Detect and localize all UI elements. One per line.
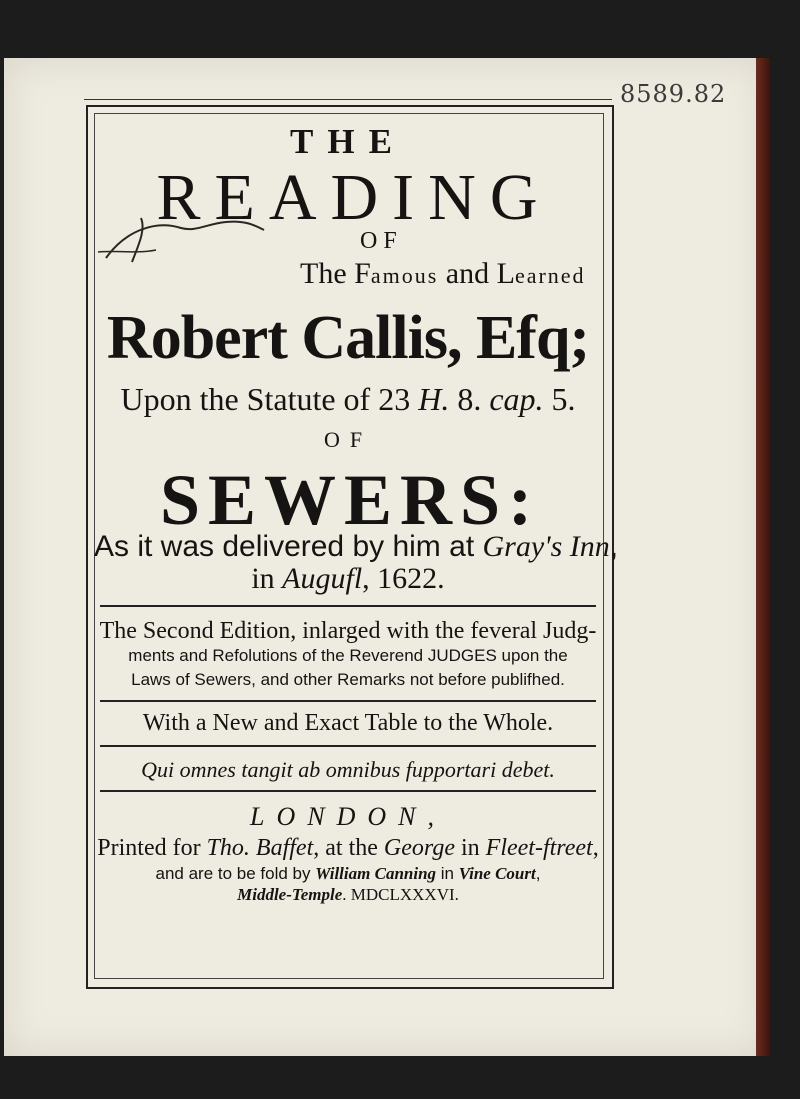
printed-mid: , at the	[313, 835, 384, 861]
famous-l: L	[496, 257, 515, 290]
statute-line	[94, 381, 602, 418]
edition-line-3: Laws of Sewers, and other Remarks not before publifhed.	[131, 670, 565, 689]
delivered-comma: ,	[609, 530, 619, 563]
latin-motto: Qui omnes tangit ab omnibus fupportari debet.	[141, 757, 555, 782]
statute-h8: H.	[418, 381, 450, 417]
temple-name: Middle-Temple	[237, 885, 343, 904]
imprint-seller-line	[94, 864, 602, 884]
author-name: Robert Callis, Efq;	[106, 304, 590, 372]
famous-amous: amous	[370, 263, 439, 288]
statute-num: 8.	[449, 381, 490, 417]
imprint-year: . MDCLXXXVI.	[342, 885, 459, 904]
imprint-city: LONDON,	[250, 802, 446, 831]
printed-comma: ,	[592, 835, 599, 861]
table-line: With a New and Exact Table to the Whole.	[142, 710, 554, 736]
imprint-date-line	[94, 885, 602, 905]
delivered-date-line	[94, 562, 602, 596]
binding-edge	[756, 58, 770, 1056]
court-name: Vine Court	[458, 864, 536, 883]
famous-the: The	[300, 257, 355, 290]
famous-f: F	[354, 257, 371, 290]
delivered-place: Gray's Inn	[482, 530, 610, 563]
street-name: Fleet-ftreet	[485, 835, 593, 861]
delivered-in: in	[251, 562, 283, 595]
printed-in: in	[454, 835, 486, 861]
imprint-printer-line	[94, 835, 602, 862]
divider-rule	[100, 700, 596, 702]
delivered-line	[94, 530, 619, 564]
edition-line-2: ments and Refolutions of the Reverend JUDGES upon the	[128, 646, 568, 665]
statute-suffix: 5.	[543, 381, 576, 417]
printer-name: Tho. Baffet	[206, 835, 314, 861]
delivered-prefix: As it was delivered by him at	[94, 530, 483, 563]
seller-name: William Canning	[315, 864, 437, 883]
title-the: THE	[290, 122, 406, 161]
divider-rule	[100, 790, 596, 792]
printed-prefix: Printed for	[97, 835, 207, 861]
divider-rule	[100, 605, 596, 607]
sold-comma: ,	[535, 864, 541, 883]
sold-prefix: and are to be fold by	[155, 864, 316, 883]
divider-rule	[100, 745, 596, 747]
sold-in: in	[436, 864, 459, 883]
delivered-month: Augufl	[282, 562, 363, 595]
title-of-1: OF	[360, 228, 403, 254]
statute-cap: cap.	[489, 381, 544, 417]
title-of-2: OF	[323, 427, 373, 452]
shelfmark: 8589.82	[620, 80, 727, 108]
famous-earned: earned	[514, 263, 586, 288]
delivered-year: , 1622.	[362, 562, 445, 595]
shop-sign: George	[383, 835, 455, 861]
border-top-rule	[84, 99, 612, 100]
title-famous-learned	[300, 257, 600, 291]
famous-and: and	[438, 257, 497, 290]
edition-line-1: The Second Edition, inlarged with the feveral Judg-	[99, 618, 597, 644]
statute-prefix: Upon the Statute of 23	[120, 381, 419, 417]
subject-sewers: SEWERS:	[159, 460, 541, 540]
title-reading: READING	[156, 161, 552, 234]
